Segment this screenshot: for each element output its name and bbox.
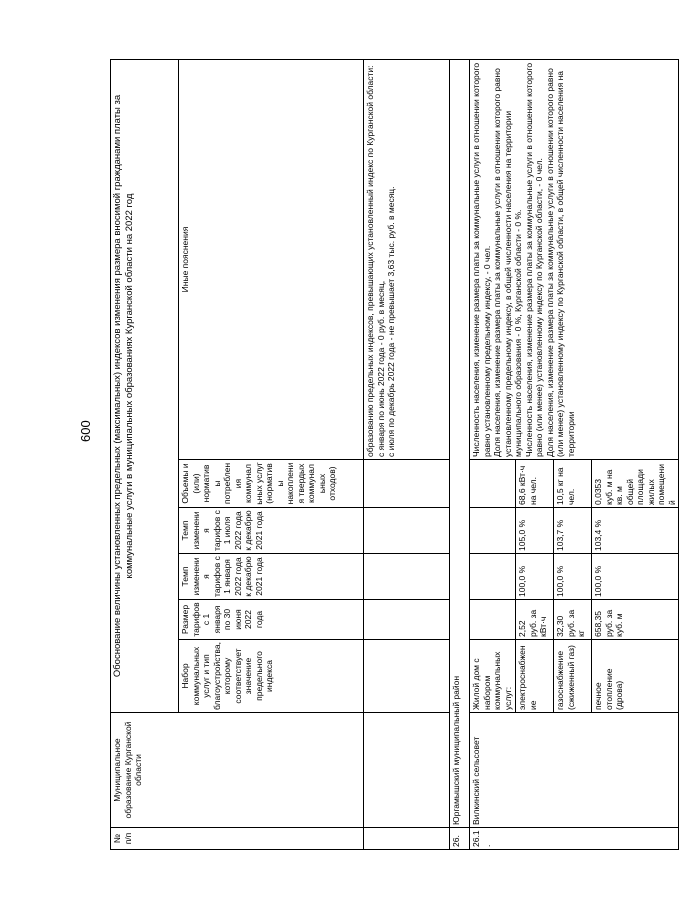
service-name: газоснабжение (сжиженный газ): [554, 640, 592, 713]
continuation-row: [364, 60, 450, 850]
settlement-number: 26.1.: [470, 828, 679, 850]
district-row: [450, 60, 470, 850]
service-name: электроснабжение: [516, 640, 554, 713]
header-service: Набор коммунальных услуг и тип благоустройства, которому соответствует значение предельного индекса: [179, 640, 364, 713]
settlement-name: Вилкинский сельсовет: [470, 713, 679, 828]
house-type: Жилой дом с набором коммунальных услуг:: [470, 640, 516, 713]
header-change-jul: Темп изменения тарифов с 1 июля 2022 года к декабрю 2021 года: [179, 508, 364, 554]
rotated-page: [110, 60, 677, 850]
settlement-row: [470, 60, 516, 850]
service-tariff: 658,35 руб. за куб. м: [592, 600, 679, 640]
header-number: № п/п: [111, 828, 364, 850]
tariff-table: [110, 59, 679, 850]
table-caption: Обоснование величины установленных предельных (максимальных) индексов изменения размера вносимой гражданами платы за коммунальные услуги в муниципальных образованиях Курганской области на 2022 год: [111, 60, 179, 713]
header-explanations: Иные пояснения: [179, 60, 364, 460]
district-number: 26.: [450, 828, 470, 850]
service-tariff: 2,52 руб. за кВт·ч: [516, 600, 554, 640]
service-change-jan: 100,0 %: [554, 554, 592, 600]
header-volumes: Объемы и (или) нормативы потребления коммунальных услуг (нормативы накопления твердых коммунальных отходов): [179, 460, 364, 508]
service-change-jul: 105,0 %: [516, 508, 554, 554]
service-change-jul: 103,4 %: [592, 508, 679, 554]
district-name: Юргамышский муниципальный район: [450, 60, 470, 828]
service-volume: 68,6 кВт·ч на чел.: [516, 460, 554, 508]
header-change-jan: Темп изменения тарифов с 1 января 2022 года к декабрю 2021 года: [179, 554, 364, 600]
service-change-jan: 100,0 %: [592, 554, 679, 600]
service-name: печное отопление (дрова): [592, 640, 679, 713]
service-volume: 10,5 кг на чел.: [554, 460, 592, 508]
header-municipality: Муниципальное образование Курганской области: [111, 713, 364, 828]
service-change-jul: 103,7 %: [554, 508, 592, 554]
settlement-explanation: Численность населения, изменение размера платы за коммунальные услуги в отношении которого равно установленному предельному индексу, - 0 чел. Доля населения, изменение размера платы за коммунальные услуги в отношении которого равно установленному предельному индексу, в общей численности населения на территории муниципального образования - 0 %, Курганской области - 0 %. Численность населения, изменение размера платы за коммунальные услуги в отношении которого равно (или менее) установленному индексу по Курганской области, - 0 чел. Доля населения, изменение размера платы за коммунальные услуги в отношении которого равно (или менее) установленному индексу по Курганской области, в общей численности населения на территории: [470, 60, 679, 460]
service-change-jan: 100,0 %: [516, 554, 554, 600]
continuation-text: образованию предельных индексов, превышающих установленный индекс по Курганской области: с января по июнь 2022 года - 0 руб. в месяц, с июля по декабрь 2022 года - не превышает 3,63 тыс. руб. в месяц.: [364, 60, 450, 460]
page-number: 600: [78, 420, 93, 442]
header-tariff-size: Размер тарифов с 1 января по 30 июня 2022 года: [179, 600, 364, 640]
service-volume: 0,0353 куб. м на кв. м общей площади жилых помещений: [592, 460, 679, 508]
service-tariff: 32,30 руб. за кг: [554, 600, 592, 640]
